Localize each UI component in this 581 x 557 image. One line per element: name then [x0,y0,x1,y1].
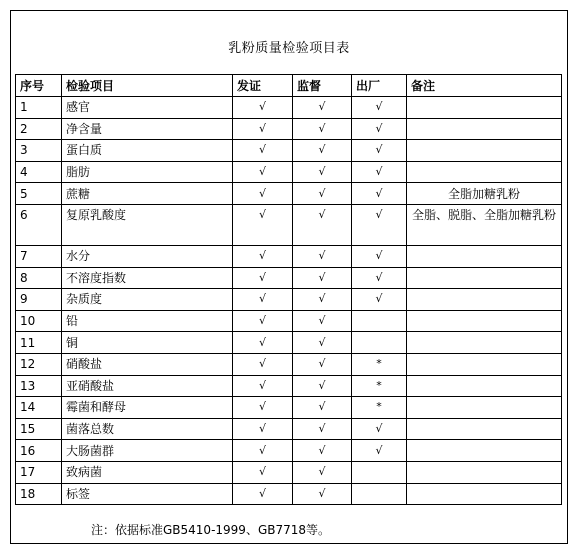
row-supervision-mark: √ [293,289,352,311]
row-item: 铅 [62,310,233,332]
table-row [16,418,562,440]
row-item: 蛋白质 [62,140,233,162]
row-remark [407,375,562,397]
inspection-table [15,74,562,505]
row-certification-mark: √ [233,440,293,462]
row-remark: 全脂加糖乳粉 [407,183,562,205]
table-row [16,289,562,311]
row-certification-mark: √ [233,289,293,311]
table-row [16,483,562,505]
row-remark [407,161,562,183]
row-item: 铜 [62,332,233,354]
row-factory-mark [352,332,407,354]
row-item: 净含量 [62,118,233,140]
row-index: 5 [16,183,62,205]
row-certification-mark: √ [233,310,293,332]
row-certification-mark: √ [233,418,293,440]
row-item: 菌落总数 [62,418,233,440]
table-row [16,118,562,140]
row-index: 14 [16,397,62,419]
row-index: 9 [16,289,62,311]
row-supervision-mark: √ [293,140,352,162]
table-row [16,245,562,267]
row-supervision-mark: √ [293,267,352,289]
row-supervision-mark: √ [293,440,352,462]
row-supervision-mark: √ [293,353,352,375]
row-certification-mark: √ [233,375,293,397]
header-certification: 发证 [233,75,293,97]
row-factory-mark: √ [352,204,407,245]
row-remark [407,397,562,419]
row-factory-mark: * [352,353,407,375]
row-remark [407,461,562,483]
row-remark [407,267,562,289]
row-index: 17 [16,461,62,483]
row-item: 水分 [62,245,233,267]
header-remarks: 备注 [407,75,562,97]
row-remark [407,118,562,140]
row-item: 不溶度指数 [62,267,233,289]
row-certification-mark: √ [233,483,293,505]
row-remark [407,310,562,332]
row-supervision-mark: √ [293,204,352,245]
row-certification-mark: √ [233,353,293,375]
row-item: 亚硝酸盐 [62,375,233,397]
row-supervision-mark: √ [293,461,352,483]
table-row [16,161,562,183]
row-index: 13 [16,375,62,397]
table-row [16,310,562,332]
row-index: 7 [16,245,62,267]
row-item: 霉菌和酵母 [62,397,233,419]
row-supervision-mark: √ [293,183,352,205]
row-remark [407,332,562,354]
table-body [16,97,562,505]
row-factory-mark: * [352,397,407,419]
header-row [16,75,562,97]
row-index: 12 [16,353,62,375]
row-factory-mark: √ [352,97,407,119]
table-row [16,267,562,289]
row-index: 16 [16,440,62,462]
table-row [16,183,562,205]
row-factory-mark [352,310,407,332]
table-row [16,375,562,397]
row-supervision-mark: √ [293,245,352,267]
table-row [16,397,562,419]
row-item: 硝酸盐 [62,353,233,375]
table-row [16,461,562,483]
row-certification-mark: √ [233,397,293,419]
table-row [16,353,562,375]
document-frame [10,10,568,544]
row-item: 杂质度 [62,289,233,311]
row-factory-mark: √ [352,183,407,205]
row-factory-mark: * [352,375,407,397]
row-supervision-mark: √ [293,375,352,397]
row-certification-mark: √ [233,461,293,483]
row-certification-mark: √ [233,161,293,183]
row-supervision-mark: √ [293,332,352,354]
table-row [16,204,562,245]
row-factory-mark: √ [352,267,407,289]
row-index: 15 [16,418,62,440]
row-factory-mark: √ [352,440,407,462]
header-supervision: 监督 [293,75,352,97]
header-index: 序号 [16,75,62,97]
row-certification-mark: √ [233,332,293,354]
header-item: 检验项目 [62,75,233,97]
row-remark [407,97,562,119]
row-index: 10 [16,310,62,332]
row-certification-mark: √ [233,183,293,205]
row-remark [407,418,562,440]
header-factory: 出厂 [352,75,407,97]
row-factory-mark: √ [352,245,407,267]
row-item: 致病菌 [62,461,233,483]
row-factory-mark: √ [352,289,407,311]
row-certification-mark: √ [233,140,293,162]
row-factory-mark [352,461,407,483]
table-row [16,140,562,162]
row-item: 蔗糖 [62,183,233,205]
row-supervision-mark: √ [293,97,352,119]
row-factory-mark: √ [352,418,407,440]
row-remark: 全脂、脱脂、全脂加糖乳粉 [407,204,562,245]
table-row [16,97,562,119]
row-item: 复原乳酸度 [62,204,233,245]
row-remark [407,140,562,162]
row-remark [407,289,562,311]
row-supervision-mark: √ [293,161,352,183]
row-supervision-mark: √ [293,483,352,505]
row-factory-mark: √ [352,161,407,183]
row-factory-mark [352,483,407,505]
row-certification-mark: √ [233,118,293,140]
row-index: 6 [16,204,62,245]
row-certification-mark: √ [233,204,293,245]
footnote: 注：依据标准GB5410-1999、GB7718等。 [91,523,331,537]
row-item: 感官 [62,97,233,119]
row-index: 8 [16,267,62,289]
row-supervision-mark: √ [293,310,352,332]
row-supervision-mark: √ [293,118,352,140]
row-index: 2 [16,118,62,140]
row-remark [407,353,562,375]
row-index: 18 [16,483,62,505]
row-index: 1 [16,97,62,119]
row-certification-mark: √ [233,267,293,289]
table-row [16,332,562,354]
row-item: 大肠菌群 [62,440,233,462]
row-supervision-mark: √ [293,418,352,440]
row-remark [407,440,562,462]
row-item: 标签 [62,483,233,505]
row-certification-mark: √ [233,245,293,267]
row-index: 11 [16,332,62,354]
row-item: 脂肪 [62,161,233,183]
row-supervision-mark: √ [293,397,352,419]
row-remark [407,483,562,505]
table-title: 乳粉质量检验项目表 [228,41,350,56]
row-factory-mark: √ [352,118,407,140]
row-factory-mark: √ [352,140,407,162]
row-certification-mark: √ [233,97,293,119]
row-index: 3 [16,140,62,162]
row-index: 4 [16,161,62,183]
row-remark [407,245,562,267]
table-row [16,440,562,462]
